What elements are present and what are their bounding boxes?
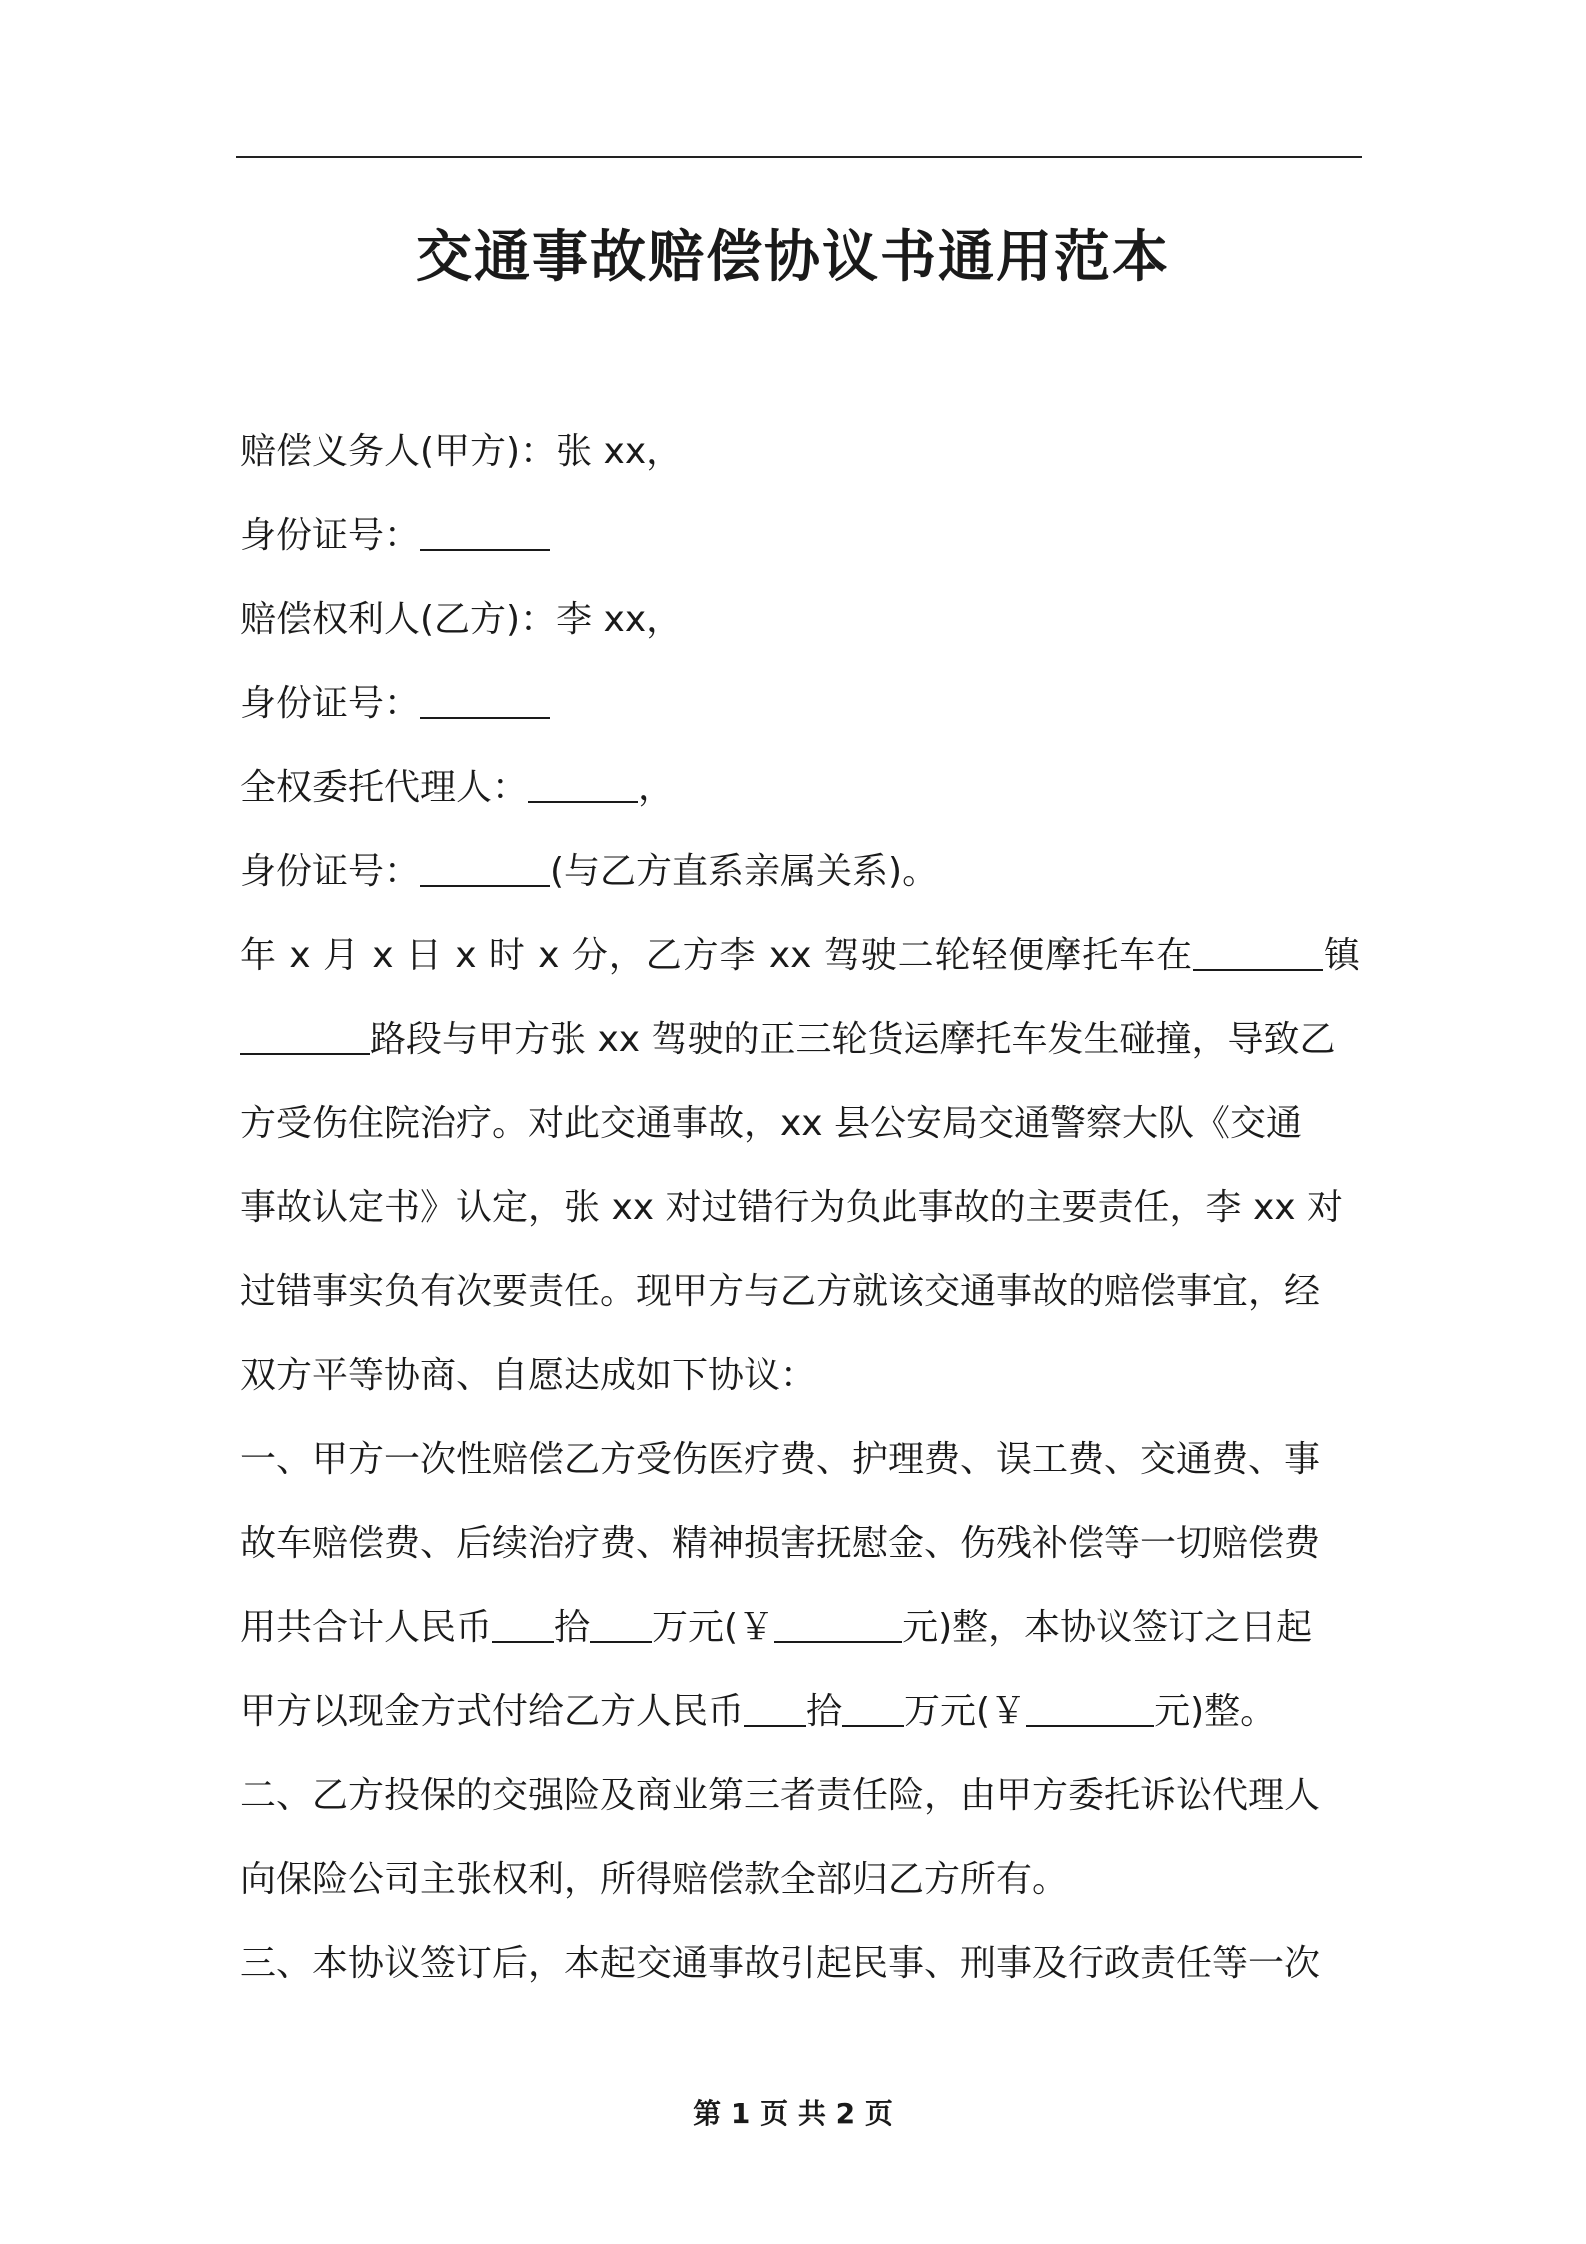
agent-label: 全权委托代理人： (240, 767, 529, 808)
party-a-text: 赔偿义务人(甲方)：张 xx， (240, 431, 683, 472)
para1-line2 (240, 998, 1360, 1082)
para1-line6 (240, 1334, 1360, 1418)
agent-blank (528, 771, 638, 803)
para1-line1 (240, 914, 1360, 998)
para1-line5 (240, 1250, 1360, 1334)
agent-id-blank (420, 855, 550, 887)
agent-id-suffix: (与乙方直系亲属关系)。 (550, 851, 939, 892)
page-footer: 第 1 页 共 2 页 (693, 2097, 893, 2130)
para1-l1-suffix: 镇 (1323, 935, 1360, 976)
para1-l6: 双方平等协商、自愿达成如下协议： (240, 1355, 817, 1396)
agent-suffix: ， (638, 767, 675, 808)
clause1-line1 (240, 1418, 1360, 1502)
road-blank (240, 1023, 370, 1055)
amount-units-blank (590, 1611, 652, 1643)
para1-l5: 过错事实负有次要责任。现甲方与乙方就该交通事故的赔偿事宜，经 (240, 1271, 1321, 1312)
party-b-line (240, 578, 1360, 662)
agent-id-label: 身份证号： (240, 851, 421, 892)
party-a-id-blank (420, 519, 550, 551)
clause1-l4b: 拾 (806, 1691, 843, 1732)
party-a-id-label: 身份证号： (240, 515, 421, 556)
clause1-line4 (240, 1670, 1360, 1754)
party-a-id-line (240, 494, 1360, 578)
clause1-line3 (240, 1586, 1360, 1670)
amount-tens-blank (492, 1611, 554, 1643)
party-b-id-line (240, 662, 1360, 746)
para1-l3: 方受伤住院治疗。对此交通事故，xx 县公安局交通警察大队《交通 (240, 1103, 1303, 1144)
document-title: 交通事故赔偿协议书通用范本 (416, 225, 1170, 290)
clause1-l3d: 元)整，本协议签订之日起 (902, 1607, 1313, 1648)
party-a-line (240, 410, 1360, 494)
clause1-line2 (240, 1502, 1360, 1586)
clause2-line2 (240, 1838, 1360, 1922)
clause1-l4a: 甲方以现金方式付给乙方人民币 (240, 1691, 745, 1732)
clause2-l2: 向保险公司主张权利，所得赔偿款全部归乙方所有。 (240, 1859, 1069, 1900)
para1-line3 (240, 1082, 1360, 1166)
clause2-l1: 二、乙方投保的交强险及商业第三者责任险，由甲方委托诉讼代理人 (240, 1775, 1321, 1816)
document-body (240, 410, 1360, 2006)
clause1-l3b: 拾 (554, 1607, 591, 1648)
town-blank (1193, 939, 1323, 971)
agent-line (240, 746, 1360, 830)
clause1-l3a: 用共合计人民币 (240, 1607, 493, 1648)
amount-yuan-blank (774, 1611, 902, 1643)
cash-tens-blank (744, 1695, 806, 1727)
para1-l2-suffix: 路段与甲方张 xx 驾驶的正三轮货运摩托车发生碰撞，导致乙 (370, 1019, 1336, 1060)
cash-yuan-blank (1026, 1695, 1154, 1727)
party-b-text: 赔偿权利人(乙方)：李 xx， (240, 599, 683, 640)
clause3-l1: 三、本协议签订后，本起交通事故引起民事、刑事及行政责任等一次 (240, 1943, 1321, 1984)
party-b-id-label: 身份证号： (240, 683, 421, 724)
clause1-l1: 一、甲方一次性赔偿乙方受伤医疗费、护理费、误工费、交通费、事 (240, 1439, 1321, 1480)
agent-id-line (240, 830, 1360, 914)
clause3-line1 (240, 1922, 1360, 2006)
clause1-l2: 故车赔偿费、后续治疗费、精神损害抚慰金、伤残补偿等一切赔偿费 (240, 1523, 1321, 1564)
clause2-line1 (240, 1754, 1360, 1838)
clause1-l4c: 万元(￥ (904, 1691, 1027, 1732)
header-rule (236, 156, 1362, 158)
clause1-l4d: 元)整。 (1154, 1691, 1277, 1732)
clause1-l3c: 万元(￥ (652, 1607, 775, 1648)
para1-l4: 事故认定书》认定，张 xx 对过错行为负此事故的主要责任，李 xx 对 (240, 1187, 1343, 1228)
cash-units-blank (842, 1695, 904, 1727)
para1-line4 (240, 1166, 1360, 1250)
party-b-id-blank (420, 687, 550, 719)
para1-l1-prefix: 年 x 月 x 日 x 时 x 分，乙方李 xx 驾驶二轮轻便摩托车在 (240, 935, 1194, 976)
